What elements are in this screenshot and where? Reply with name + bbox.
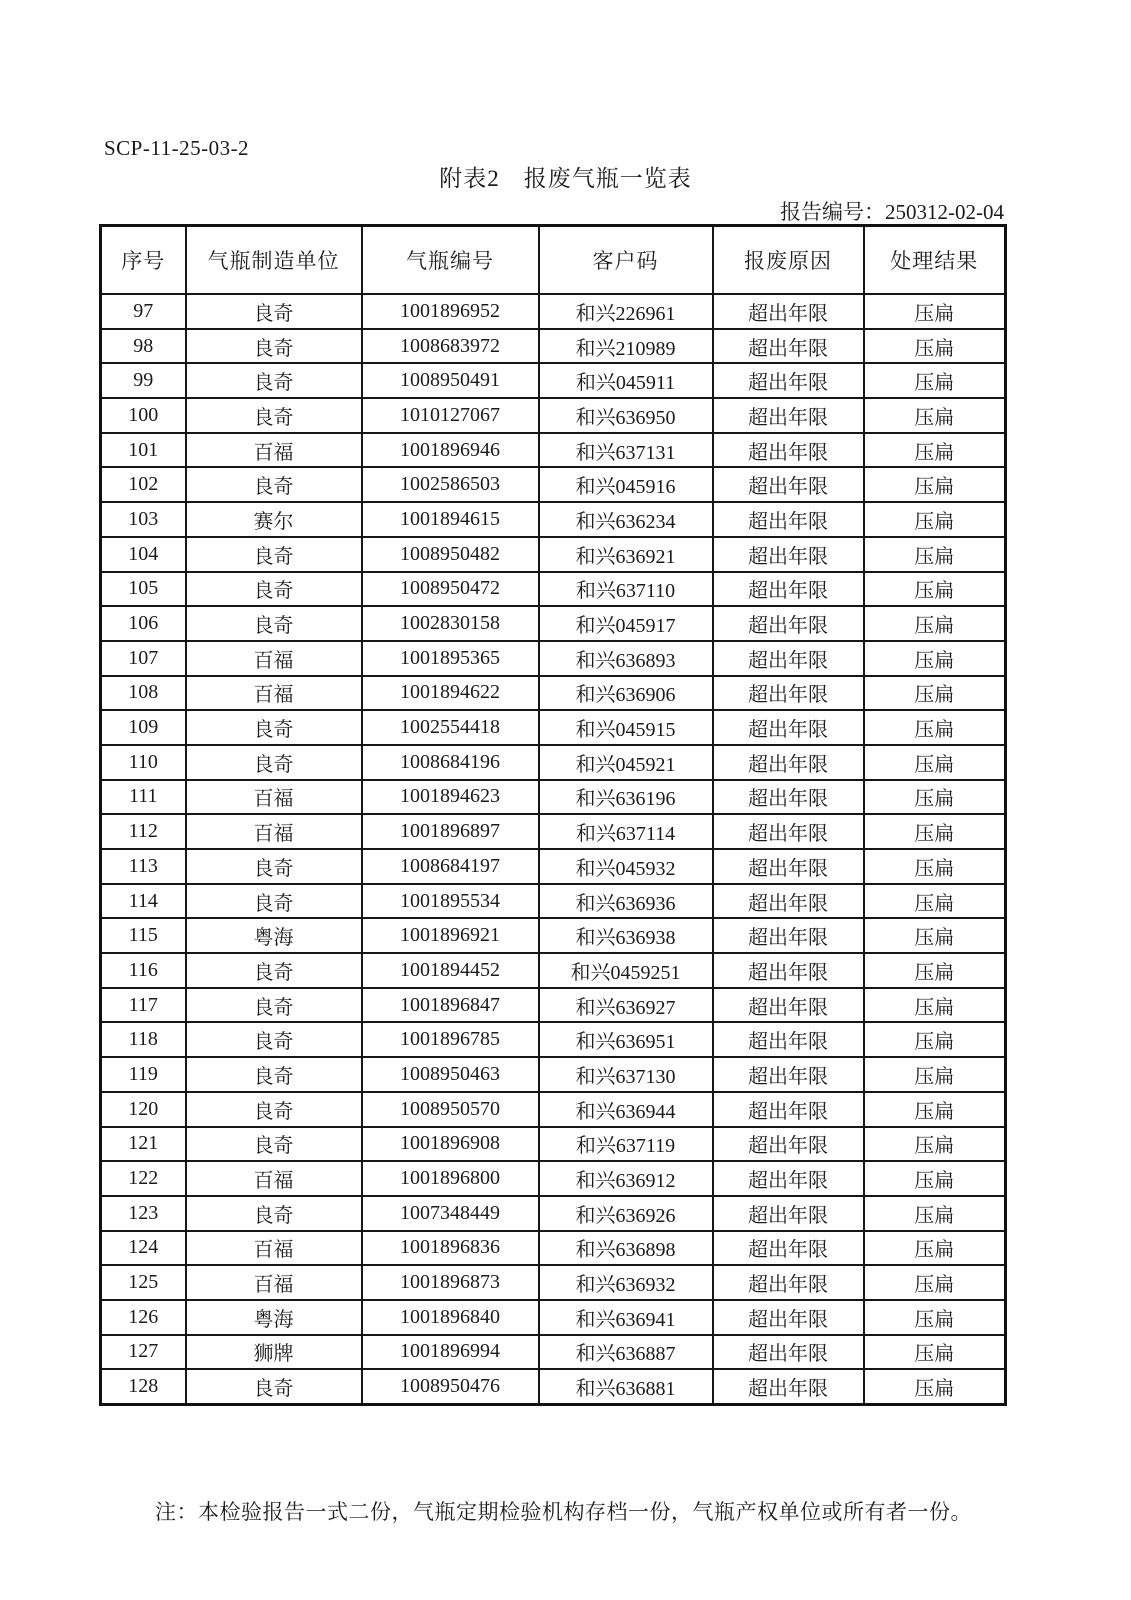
cell-serial: 98 xyxy=(101,329,186,364)
cell-result: 压扁 xyxy=(864,606,1006,641)
cell-serial: 103 xyxy=(101,502,186,537)
cell-serial: 125 xyxy=(101,1265,186,1300)
cell-serial: 118 xyxy=(101,1022,186,1057)
cell-manufacturer: 良奇 xyxy=(186,1022,362,1057)
table-row xyxy=(101,676,1006,711)
column-header-scrap-reason: 报废原因 xyxy=(713,226,864,295)
cell-manufacturer: 良奇 xyxy=(186,537,362,572)
table-row xyxy=(101,814,1006,849)
cell-scrap-reason: 超出年限 xyxy=(713,849,864,884)
cell-manufacturer: 良奇 xyxy=(186,363,362,398)
cell-manufacturer: 良奇 xyxy=(186,884,362,919)
cell-manufacturer: 良奇 xyxy=(186,294,362,329)
table-header-row xyxy=(101,226,1006,295)
table-row xyxy=(101,1127,1006,1162)
cell-serial: 122 xyxy=(101,1161,186,1196)
cell-serial: 124 xyxy=(101,1231,186,1266)
cell-manufacturer: 粤海 xyxy=(186,918,362,953)
cell-cylinder-no: 1008950491 xyxy=(362,363,539,398)
cell-manufacturer: 百福 xyxy=(186,433,362,468)
cell-serial: 120 xyxy=(101,1092,186,1127)
table-row xyxy=(101,884,1006,919)
table-row xyxy=(101,953,1006,988)
cell-customer-code: 和兴636936 xyxy=(539,884,713,919)
cell-manufacturer: 百福 xyxy=(186,814,362,849)
cell-result: 压扁 xyxy=(864,294,1006,329)
table-row xyxy=(101,1265,1006,1300)
cell-cylinder-no: 1001894623 xyxy=(362,780,539,815)
cell-result: 压扁 xyxy=(864,537,1006,572)
table-row xyxy=(101,849,1006,884)
table-row xyxy=(101,398,1006,433)
cell-scrap-reason: 超出年限 xyxy=(713,814,864,849)
cell-customer-code: 和兴045915 xyxy=(539,710,713,745)
cell-serial: 123 xyxy=(101,1196,186,1231)
table-row xyxy=(101,537,1006,572)
cell-manufacturer: 良奇 xyxy=(186,606,362,641)
cell-serial: 111 xyxy=(101,780,186,815)
cell-cylinder-no: 1001896800 xyxy=(362,1161,539,1196)
cell-scrap-reason: 超出年限 xyxy=(713,433,864,468)
cell-serial: 100 xyxy=(101,398,186,433)
cell-customer-code: 和兴636927 xyxy=(539,988,713,1023)
cell-manufacturer: 良奇 xyxy=(186,1057,362,1092)
cell-result: 压扁 xyxy=(864,641,1006,676)
cell-scrap-reason: 超出年限 xyxy=(713,1161,864,1196)
cell-customer-code: 和兴0459251 xyxy=(539,953,713,988)
cell-cylinder-no: 1001896994 xyxy=(362,1335,539,1370)
cell-manufacturer: 良奇 xyxy=(186,849,362,884)
cell-manufacturer: 百福 xyxy=(186,1161,362,1196)
cell-scrap-reason: 超出年限 xyxy=(713,467,864,502)
cell-manufacturer: 赛尔 xyxy=(186,502,362,537)
cell-serial: 117 xyxy=(101,988,186,1023)
cell-customer-code: 和兴045932 xyxy=(539,849,713,884)
cell-customer-code: 和兴637110 xyxy=(539,572,713,607)
column-header-cylinder-no: 气瓶编号 xyxy=(362,226,539,295)
cell-serial: 99 xyxy=(101,363,186,398)
cell-customer-code: 和兴045921 xyxy=(539,745,713,780)
cell-manufacturer: 良奇 xyxy=(186,1127,362,1162)
cell-cylinder-no: 1001894615 xyxy=(362,502,539,537)
cell-serial: 97 xyxy=(101,294,186,329)
cell-cylinder-no: 1008950472 xyxy=(362,572,539,607)
cell-customer-code: 和兴045917 xyxy=(539,606,713,641)
cell-serial: 102 xyxy=(101,467,186,502)
cell-serial: 119 xyxy=(101,1057,186,1092)
table-row xyxy=(101,329,1006,364)
cell-cylinder-no: 1010127067 xyxy=(362,398,539,433)
cell-serial: 110 xyxy=(101,745,186,780)
cell-customer-code: 和兴637131 xyxy=(539,433,713,468)
cell-result: 压扁 xyxy=(864,398,1006,433)
cell-result: 压扁 xyxy=(864,988,1006,1023)
cell-result: 压扁 xyxy=(864,814,1006,849)
cell-customer-code: 和兴636921 xyxy=(539,537,713,572)
cell-serial: 127 xyxy=(101,1335,186,1370)
cell-customer-code: 和兴636944 xyxy=(539,1092,713,1127)
cell-result: 压扁 xyxy=(864,780,1006,815)
cell-cylinder-no: 1002830158 xyxy=(362,606,539,641)
cell-scrap-reason: 超出年限 xyxy=(713,1127,864,1162)
cell-result: 压扁 xyxy=(864,433,1006,468)
cell-cylinder-no: 1001896897 xyxy=(362,814,539,849)
cell-scrap-reason: 超出年限 xyxy=(713,1300,864,1335)
table-row xyxy=(101,1231,1006,1266)
scrap-table-body xyxy=(101,294,1006,1405)
cell-customer-code: 和兴636898 xyxy=(539,1231,713,1266)
cell-scrap-reason: 超出年限 xyxy=(713,745,864,780)
table-row xyxy=(101,1057,1006,1092)
cell-result: 压扁 xyxy=(864,884,1006,919)
cell-cylinder-no: 1001894452 xyxy=(362,953,539,988)
cell-manufacturer: 良奇 xyxy=(186,1196,362,1231)
cell-scrap-reason: 超出年限 xyxy=(713,1231,864,1266)
cell-result: 压扁 xyxy=(864,1265,1006,1300)
cell-result: 压扁 xyxy=(864,502,1006,537)
cell-result: 压扁 xyxy=(864,953,1006,988)
cell-customer-code: 和兴637114 xyxy=(539,814,713,849)
cell-scrap-reason: 超出年限 xyxy=(713,294,864,329)
cell-serial: 128 xyxy=(101,1369,186,1404)
cell-serial: 105 xyxy=(101,572,186,607)
cell-manufacturer: 良奇 xyxy=(186,572,362,607)
table-row xyxy=(101,1335,1006,1370)
cell-scrap-reason: 超出年限 xyxy=(713,641,864,676)
cell-manufacturer: 狮牌 xyxy=(186,1335,362,1370)
cell-cylinder-no: 1008950463 xyxy=(362,1057,539,1092)
cell-result: 压扁 xyxy=(864,467,1006,502)
table-row xyxy=(101,502,1006,537)
cell-cylinder-no: 1001896847 xyxy=(362,988,539,1023)
cell-result: 压扁 xyxy=(864,1196,1006,1231)
cell-manufacturer: 良奇 xyxy=(186,329,362,364)
column-header-serial: 序号 xyxy=(101,226,186,295)
cell-scrap-reason: 超出年限 xyxy=(713,918,864,953)
cell-result: 压扁 xyxy=(864,1057,1006,1092)
cell-scrap-reason: 超出年限 xyxy=(713,1092,864,1127)
cell-serial: 109 xyxy=(101,710,186,745)
cell-scrap-reason: 超出年限 xyxy=(713,710,864,745)
cell-result: 压扁 xyxy=(864,329,1006,364)
cell-scrap-reason: 超出年限 xyxy=(713,1196,864,1231)
cell-serial: 107 xyxy=(101,641,186,676)
cell-cylinder-no: 1001896836 xyxy=(362,1231,539,1266)
cell-result: 压扁 xyxy=(864,710,1006,745)
cell-manufacturer: 良奇 xyxy=(186,710,362,745)
cell-result: 压扁 xyxy=(864,918,1006,953)
cell-cylinder-no: 1001895365 xyxy=(362,641,539,676)
cell-result: 压扁 xyxy=(864,676,1006,711)
table-row xyxy=(101,780,1006,815)
table-row xyxy=(101,745,1006,780)
cell-serial: 115 xyxy=(101,918,186,953)
scrap-cylinder-table xyxy=(99,224,1007,1406)
table-row xyxy=(101,1369,1006,1404)
cell-manufacturer: 粤海 xyxy=(186,1300,362,1335)
cell-cylinder-no: 1001896873 xyxy=(362,1265,539,1300)
cell-manufacturer: 良奇 xyxy=(186,467,362,502)
cell-manufacturer: 良奇 xyxy=(186,1369,362,1404)
table-row xyxy=(101,467,1006,502)
footer-note: 注：本检验报告一式二份，气瓶定期检验机构存档一份，气瓶产权单位或所有者一份。 xyxy=(155,1500,972,1524)
cell-manufacturer: 百福 xyxy=(186,641,362,676)
cell-manufacturer: 良奇 xyxy=(186,988,362,1023)
cell-cylinder-no: 1001896921 xyxy=(362,918,539,953)
cell-customer-code: 和兴636951 xyxy=(539,1022,713,1057)
cell-customer-code: 和兴226961 xyxy=(539,294,713,329)
cell-cylinder-no: 1001896946 xyxy=(362,433,539,468)
cell-scrap-reason: 超出年限 xyxy=(713,537,864,572)
cell-customer-code: 和兴636887 xyxy=(539,1335,713,1370)
cell-manufacturer: 良奇 xyxy=(186,953,362,988)
cell-customer-code: 和兴045911 xyxy=(539,363,713,398)
table-row xyxy=(101,918,1006,953)
table-row xyxy=(101,710,1006,745)
cell-cylinder-no: 1002554418 xyxy=(362,710,539,745)
cell-manufacturer: 百福 xyxy=(186,780,362,815)
table-row xyxy=(101,1300,1006,1335)
cell-serial: 101 xyxy=(101,433,186,468)
cell-result: 压扁 xyxy=(864,1231,1006,1266)
cell-manufacturer: 良奇 xyxy=(186,398,362,433)
cell-serial: 106 xyxy=(101,606,186,641)
cell-scrap-reason: 超出年限 xyxy=(713,329,864,364)
cell-cylinder-no: 1001894622 xyxy=(362,676,539,711)
cell-cylinder-no: 1008950570 xyxy=(362,1092,539,1127)
cell-cylinder-no: 1001896840 xyxy=(362,1300,539,1335)
cell-customer-code: 和兴636234 xyxy=(539,502,713,537)
cell-scrap-reason: 超出年限 xyxy=(713,572,864,607)
cell-scrap-reason: 超出年限 xyxy=(713,606,864,641)
cell-cylinder-no: 1002586503 xyxy=(362,467,539,502)
table-row xyxy=(101,988,1006,1023)
cell-result: 压扁 xyxy=(864,1127,1006,1162)
cell-serial: 113 xyxy=(101,849,186,884)
cell-customer-code: 和兴637130 xyxy=(539,1057,713,1092)
cell-cylinder-no: 1008684196 xyxy=(362,745,539,780)
cell-result: 压扁 xyxy=(864,849,1006,884)
cell-cylinder-no: 1008950482 xyxy=(362,537,539,572)
cell-cylinder-no: 1001896785 xyxy=(362,1022,539,1057)
cell-customer-code: 和兴637119 xyxy=(539,1127,713,1162)
cell-result: 压扁 xyxy=(864,363,1006,398)
cell-scrap-reason: 超出年限 xyxy=(713,884,864,919)
cell-manufacturer: 良奇 xyxy=(186,1092,362,1127)
cell-customer-code: 和兴045916 xyxy=(539,467,713,502)
cell-customer-code: 和兴636881 xyxy=(539,1369,713,1404)
cell-scrap-reason: 超出年限 xyxy=(713,1022,864,1057)
cell-result: 压扁 xyxy=(864,1369,1006,1404)
cell-scrap-reason: 超出年限 xyxy=(713,953,864,988)
column-header-result: 处理结果 xyxy=(864,226,1006,295)
cell-cylinder-no: 1008684197 xyxy=(362,849,539,884)
cell-result: 压扁 xyxy=(864,1300,1006,1335)
cell-serial: 116 xyxy=(101,953,186,988)
table-row xyxy=(101,641,1006,676)
table-row xyxy=(101,294,1006,329)
cell-result: 压扁 xyxy=(864,745,1006,780)
cell-serial: 108 xyxy=(101,676,186,711)
cell-cylinder-no: 1008683972 xyxy=(362,329,539,364)
table-row xyxy=(101,572,1006,607)
report-number: 报告编号：250312-02-04 xyxy=(780,200,1004,224)
cell-cylinder-no: 1001896908 xyxy=(362,1127,539,1162)
cell-scrap-reason: 超出年限 xyxy=(713,1369,864,1404)
table-row xyxy=(101,363,1006,398)
cell-scrap-reason: 超出年限 xyxy=(713,363,864,398)
cell-result: 压扁 xyxy=(864,1092,1006,1127)
cell-manufacturer: 百福 xyxy=(186,676,362,711)
cell-cylinder-no: 1001896952 xyxy=(362,294,539,329)
table-row xyxy=(101,433,1006,468)
column-header-manufacturer: 气瓶制造单位 xyxy=(186,226,362,295)
cell-result: 压扁 xyxy=(864,1335,1006,1370)
column-header-customer-code: 客户码 xyxy=(539,226,713,295)
cell-customer-code: 和兴636926 xyxy=(539,1196,713,1231)
cell-cylinder-no: 1007348449 xyxy=(362,1196,539,1231)
table-row xyxy=(101,1092,1006,1127)
cell-manufacturer: 良奇 xyxy=(186,745,362,780)
cell-customer-code: 和兴210989 xyxy=(539,329,713,364)
cell-result: 压扁 xyxy=(864,1022,1006,1057)
cell-customer-code: 和兴636932 xyxy=(539,1265,713,1300)
cell-scrap-reason: 超出年限 xyxy=(713,1265,864,1300)
cell-manufacturer: 百福 xyxy=(186,1231,362,1266)
cell-result: 压扁 xyxy=(864,572,1006,607)
cell-serial: 112 xyxy=(101,814,186,849)
cell-cylinder-no: 1008950476 xyxy=(362,1369,539,1404)
cell-scrap-reason: 超出年限 xyxy=(713,988,864,1023)
table-row xyxy=(101,1161,1006,1196)
cell-serial: 121 xyxy=(101,1127,186,1162)
cell-serial: 104 xyxy=(101,537,186,572)
cell-scrap-reason: 超出年限 xyxy=(713,676,864,711)
table-row xyxy=(101,1022,1006,1057)
cell-scrap-reason: 超出年限 xyxy=(713,780,864,815)
cell-customer-code: 和兴636906 xyxy=(539,676,713,711)
cell-manufacturer: 百福 xyxy=(186,1265,362,1300)
cell-scrap-reason: 超出年限 xyxy=(713,1057,864,1092)
doc-code: SCP-11-25-03-2 xyxy=(104,136,250,160)
cell-customer-code: 和兴636912 xyxy=(539,1161,713,1196)
cell-customer-code: 和兴636938 xyxy=(539,918,713,953)
cell-scrap-reason: 超出年限 xyxy=(713,398,864,433)
cell-scrap-reason: 超出年限 xyxy=(713,502,864,537)
cell-cylinder-no: 1001895534 xyxy=(362,884,539,919)
cell-serial: 126 xyxy=(101,1300,186,1335)
cell-customer-code: 和兴636893 xyxy=(539,641,713,676)
cell-result: 压扁 xyxy=(864,1161,1006,1196)
cell-customer-code: 和兴636196 xyxy=(539,780,713,815)
cell-serial: 114 xyxy=(101,884,186,919)
page-title: 附表2 报废气瓶一览表 xyxy=(439,166,692,191)
cell-customer-code: 和兴636941 xyxy=(539,1300,713,1335)
cell-scrap-reason: 超出年限 xyxy=(713,1335,864,1370)
table-row xyxy=(101,1196,1006,1231)
cell-customer-code: 和兴636950 xyxy=(539,398,713,433)
table-row xyxy=(101,606,1006,641)
